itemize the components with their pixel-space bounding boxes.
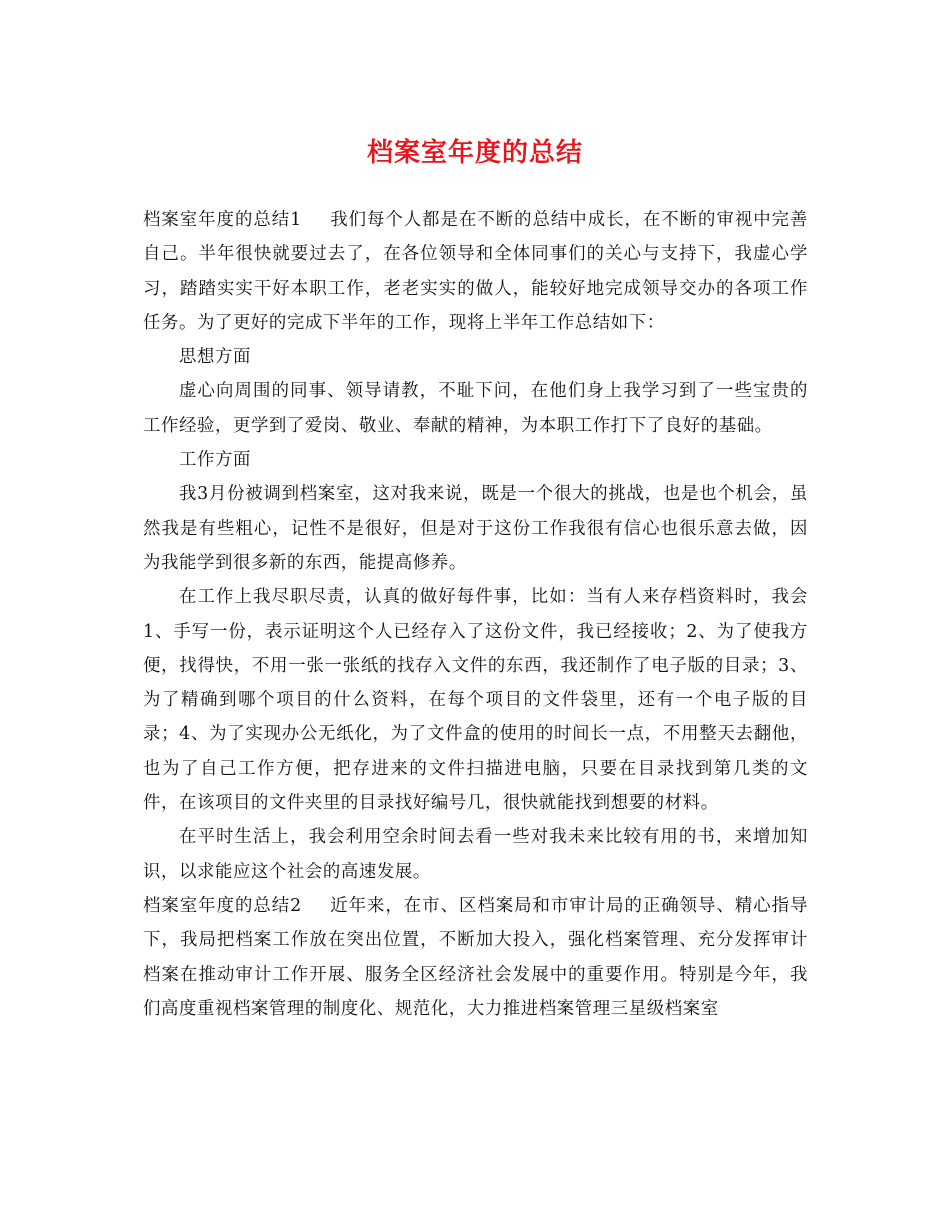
paragraph-thought: 虚心向周围的同事、领导请教，不耻下问，在他们身上我学习到了一些宝贵的工作经验，更学到了爱岗、敬业、奉献的精神，为本职工作打下了良好的基础。 <box>143 381 808 436</box>
paragraph-text: 近年来，在市、区档案局和市审计局的正确领导、精心指导下，我局把档案工作放在突出位置，不断加大投入，强化档案管理、充分发挥审计档案在推动审计工作开展、服务全区经济社会发展中的重要作用。特别是今年，我们高度重视档案管理的制度化、规范化，大力推进档案管理三星级档案室 <box>143 895 809 1019</box>
paragraph-summary-2 <box>143 889 808 1026</box>
paragraph-text: 我们每个人都是在不断的总结中成长，在不断的审视中完善自己。半年很快就要过去了，在各位领导和全体同事们的关心与支持下，我虚心学习，踏踏实实干好本职工作，老老实实的做人，能较好地完成领导交办的各项工作任务。为了更好的完成下半年的工作，现将上半年工作总结如下： <box>143 210 809 333</box>
paragraph-work-2: 在工作上我尽职尽责，认真的做好每件事，比如：当有人来存档资料时，我会1、手写一份，表示证明这个人已经存入了这份文件，我已经接收；2、为了使我方便，找得快，不用一张一张纸的找存入文件的东西，我还制作了电子版的目录；3、为了精确到哪个项目的什么资料，在每个项目的文件袋里，还有一个电子版的目录；4、为了实现办公无纸化，为了文件盒的使用的时间长一点，不用整天去翻他，也为了自己工作方便，把存进来的文件扫描进电脑，只要在目录找到第几类的文件，在该项目的文件夹里的目录找好编号几，很快就能找到想要的材料。 <box>143 587 808 814</box>
section-label-1: 档案室年度的总结1 <box>143 210 302 230</box>
section-label-2: 档案室年度的总结2 <box>143 895 302 916</box>
heading-thought: 思想方面 <box>179 347 251 368</box>
document-title: 档案室年度的总结 <box>366 138 583 168</box>
paragraph-work-1: 我3月份被调到档案室，这对我来说，既是一个很大的挑战，也是也个机会，虽然我是有些粗心，记性不是很好，但是对于这份工作我很有信心也很乐意去做，因为我能学到很多新的东西，能提高修养。 <box>143 484 808 573</box>
document-body <box>143 203 808 1026</box>
heading-work: 工作方面 <box>179 450 251 471</box>
paragraph-life: 在平时生活上，我会利用空余时间去看一些对我未来比较有用的书，来增加知识，以求能应这个社会的高速发展。 <box>143 827 808 882</box>
paragraph-summary-1 <box>143 203 808 340</box>
